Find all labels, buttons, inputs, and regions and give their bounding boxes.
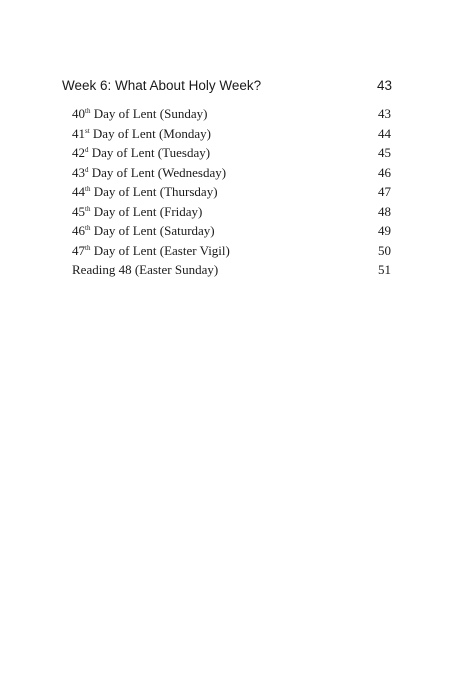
ordinal-suffix: th (85, 107, 91, 115)
toc-entry-page-number: 47 (378, 184, 391, 199)
ordinal-suffix: th (85, 185, 91, 193)
entry-text: Reading 48 (Easter Sunday) (72, 262, 219, 277)
entry-text: Day of Lent (Saturday) (90, 223, 215, 238)
entry-text: Day of Lent (Sunday) (90, 106, 208, 121)
toc-entry-label (72, 260, 218, 280)
ordinal-suffix: th (85, 243, 91, 252)
toc-entry[interactable] (72, 143, 391, 163)
day-number: 47 (72, 242, 85, 258)
day-number: 45 (72, 203, 85, 219)
toc-entry-label (72, 241, 230, 261)
day-number: 44 (72, 184, 85, 199)
toc-entry-page-number: 46 (378, 164, 391, 180)
toc-entry[interactable] (72, 221, 391, 241)
day-number: 46 (72, 223, 85, 238)
ordinal-suffix: st (85, 126, 90, 135)
day-number: 42 (72, 145, 85, 160)
toc-entry[interactable] (72, 163, 391, 183)
ordinal-suffix: th (85, 204, 91, 213)
toc-entry-label (72, 221, 215, 241)
day-number: 43 (72, 164, 85, 180)
toc-entry-label (72, 104, 207, 124)
toc-entry[interactable] (72, 202, 391, 222)
section-page-number: 43 (376, 78, 392, 93)
toc-entry-page-number: 51 (378, 262, 391, 277)
toc-entry-page-number: 43 (378, 106, 391, 121)
toc-entry-page-number: 50 (378, 242, 391, 258)
toc-entry-page-number: 45 (378, 145, 391, 160)
entry-text: Day of Lent (Thursday) (90, 184, 218, 199)
ordinal-suffix: d (85, 165, 89, 174)
toc-entry[interactable] (72, 124, 391, 144)
toc-entry-label (72, 143, 210, 163)
entry-text: Day of Lent (Tuesday) (88, 145, 211, 160)
entry-text: Day of Lent (Easter Vigil) (90, 242, 230, 258)
day-number: 40 (72, 106, 85, 121)
day-number: 41 (72, 125, 85, 141)
toc-entry[interactable] (72, 260, 391, 280)
toc-entry[interactable] (72, 241, 391, 261)
toc-entry-label (72, 163, 226, 183)
section-title: Week 6: What About Holy Week? (62, 78, 262, 93)
section-heading[interactable] (62, 78, 392, 98)
ordinal-suffix: d (85, 146, 89, 154)
toc-entry-page-number: 44 (378, 125, 391, 141)
toc-entry-label (72, 202, 202, 222)
entry-text: Day of Lent (Friday) (90, 203, 203, 219)
toc-entry-label (72, 182, 218, 202)
entry-text: Day of Lent (Wednesday) (88, 164, 227, 180)
ordinal-suffix: th (85, 224, 91, 232)
toc-entry-page-number: 48 (378, 203, 391, 219)
toc-entry[interactable] (72, 104, 391, 124)
toc-entry-label (72, 124, 211, 144)
toc-entries-list (72, 104, 391, 280)
toc-entry[interactable] (72, 182, 391, 202)
entry-text: Day of Lent (Monday) (89, 125, 211, 141)
toc-entry-page-number: 49 (378, 223, 391, 238)
